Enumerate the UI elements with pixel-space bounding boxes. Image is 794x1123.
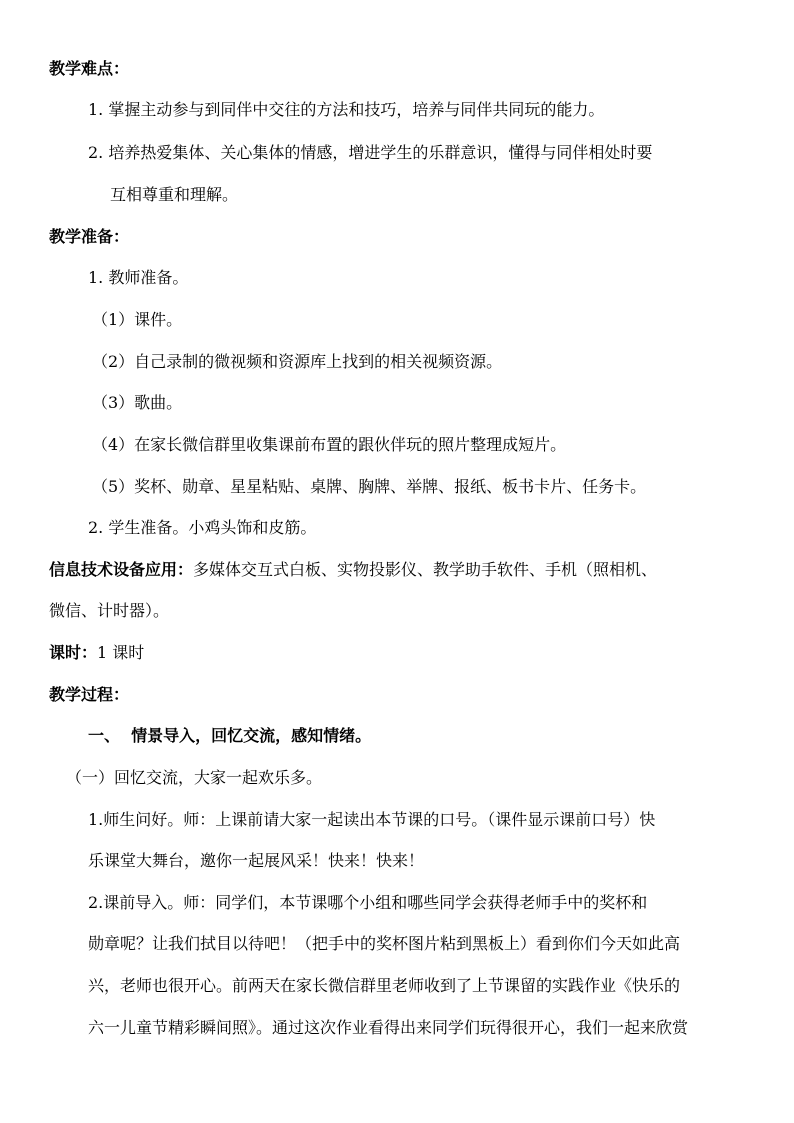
class-hours-value: 1 课时 [97, 643, 145, 662]
it-equipment-line-1 [49, 560, 657, 580]
difficulty-item-2-line-1: 2. 培养热爱集体、关心集体的情感，增进学生的乐群意识，懂得与同伴相处时要 [88, 143, 653, 162]
preparation-item-3: （3）歌曲。 [92, 393, 183, 412]
class-hours [49, 643, 144, 663]
preparation-item-2: （2）自己录制的微视频和资源库上找到的相关视频资源。 [92, 352, 503, 371]
process-paragraph-1-line-2: 乐课堂大舞台，邀你一起展风采！快来！快来！ [88, 851, 425, 870]
difficulty-heading: 教学难点： [49, 59, 130, 78]
process-section-1: 一、 情景导入，回忆交流，感知情绪。 [88, 726, 372, 745]
process-subsection-1: （一）回忆交流，大家一起欢乐多。 [66, 768, 323, 787]
difficulty-item-1: 1. 掌握主动参与到同伴中交往的方法和技巧，培养与同伴共同玩的能力。 [88, 100, 605, 119]
process-paragraph-2-line-1: 2.课前导入。师：同学们，本节课哪个小组和哪些同学会获得老师手中的奖杯和 [88, 893, 648, 912]
class-hours-label: 课时： [49, 643, 98, 662]
process-paragraph-2-line-4: 六一儿童节精彩瞬间照》。通过这次作业看得出来同学们玩得很开心，我们一起来欣赏 [88, 1018, 689, 1037]
process-paragraph-1-line-1: 1.师生问好。师：上课前请大家一起读出本节课的口号。（课件显示课前口号）快 [88, 810, 656, 829]
preparation-item-4: （4）在家长微信群里收集课前布置的跟伙伴玩的照片整理成短片。 [92, 435, 567, 454]
preparation-item-1: （1）课件。 [92, 310, 183, 329]
preparation-heading: 教学准备： [49, 227, 130, 246]
it-equipment-text-1: 多媒体交互式白板、实物投影仪、教学助手软件、手机（照相机、 [193, 560, 658, 579]
difficulty-item-2-line-2: 互相尊重和理解。 [110, 185, 239, 204]
preparation-student: 2. 学生准备。小鸡头饰和皮筋。 [88, 518, 317, 537]
it-equipment-label: 信息技术设备应用： [49, 560, 194, 579]
process-paragraph-2-line-3: 兴，老师也很开心。前两天在家长微信群里老师收到了上节课留的实践作业《快乐的 [88, 976, 681, 995]
preparation-teacher: 1. 教师准备。 [88, 268, 189, 287]
preparation-item-5: （5）奖杯、勋章、星星粘贴、桌牌、胸牌、举牌、报纸、板书卡片、任务卡。 [92, 477, 647, 496]
process-paragraph-2-line-2: 勋章呢？让我们拭目以待吧！（把手中的奖杯图片粘到黑板上）看到你们今天如此高 [88, 934, 681, 953]
process-heading: 教学过程： [49, 685, 130, 704]
it-equipment-line-2: 微信、计时器）。 [49, 601, 170, 620]
